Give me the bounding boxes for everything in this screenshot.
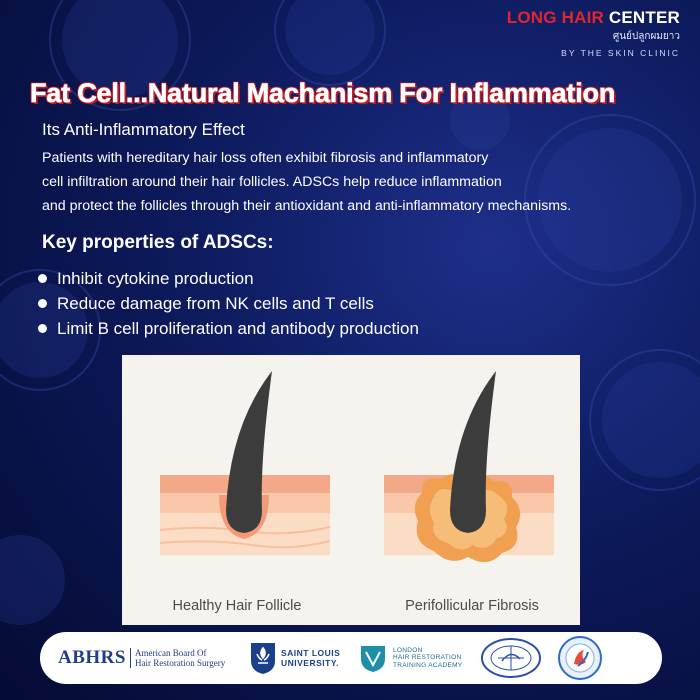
abhrs-mark: ABHRS — [58, 647, 126, 668]
paragraph-line: cell infiltration around their hair follicles. ADSCs help reduce inflammation — [42, 174, 502, 190]
headline: Fat Cell...Natural Machanism For Inflammation — [30, 78, 616, 108]
list-item — [38, 266, 419, 291]
brand-name-red: LONG HAIR — [506, 8, 604, 27]
list-item — [38, 316, 419, 341]
london-academy-name — [393, 647, 462, 670]
list-item — [38, 291, 419, 316]
paragraph-line: Patients with hereditary hair loss often exhibit fibrosis and inflammatory — [42, 150, 489, 166]
fibrosis-follicle-graphic — [384, 371, 554, 562]
caption-fibrosis: Perifollicular Fibrosis — [405, 598, 539, 614]
caption-healthy: Healthy Hair Follicle — [172, 598, 302, 614]
globe-seal-icon — [480, 637, 542, 679]
subheading: Its Anti-Inflammatory Effect — [42, 120, 245, 139]
slu-line-2: UNIVERSITY. — [281, 658, 339, 668]
follicle-illustration — [122, 355, 580, 625]
saint-louis-logo — [250, 632, 340, 684]
slu-line-1: SAINT LOUIS — [281, 648, 341, 658]
partner-logos-bar — [40, 632, 662, 684]
london-academy-logo — [358, 632, 462, 684]
list-item-label: Inhibit cytokine production — [57, 268, 254, 288]
description-paragraph — [42, 146, 692, 218]
brand-tagline: BY THE SKIN CLINIC — [561, 48, 680, 58]
abhrs-logo — [58, 632, 225, 684]
bullet-icon — [38, 274, 47, 283]
key-properties-list — [38, 266, 419, 341]
abhrs-line-2: Hair Restoration Surgery — [134, 658, 226, 668]
healthy-follicle-graphic — [160, 371, 330, 555]
abhrs-full-name — [130, 648, 225, 668]
bullet-icon — [38, 299, 47, 308]
london-line-2: HAIR RESTORATION — [393, 654, 462, 662]
bullet-icon — [38, 324, 47, 333]
saint-louis-name — [281, 648, 340, 668]
brand-thai-subtitle: ศูนย์ปลูกผมยาว — [612, 31, 680, 42]
fleur-de-lis-icon — [250, 641, 276, 675]
circle-emblem-icon — [556, 634, 604, 682]
brand-name-white: CENTER — [608, 8, 680, 27]
list-item-label: Reduce damage from NK cells and T cells — [57, 293, 374, 313]
shield-icon — [358, 643, 388, 673]
association-emblem-logo — [556, 632, 604, 684]
society-seal-logo — [480, 632, 542, 684]
london-line-1: LONDON — [393, 646, 423, 654]
paragraph-line: and protect the follicles through their antioxidant and anti-inflammatory mechanisms. — [42, 198, 572, 214]
london-line-3: TRAINING ACADEMY — [393, 661, 463, 669]
follicle-diagram — [122, 355, 580, 625]
abhrs-line-1: American Board Of — [134, 648, 207, 658]
list-item-label: Limit B cell proliferation and antibody production — [57, 318, 419, 338]
brand-logo — [507, 8, 680, 58]
brand-name — [507, 8, 680, 28]
key-properties-title: Key properties of ADSCs: — [42, 232, 274, 253]
